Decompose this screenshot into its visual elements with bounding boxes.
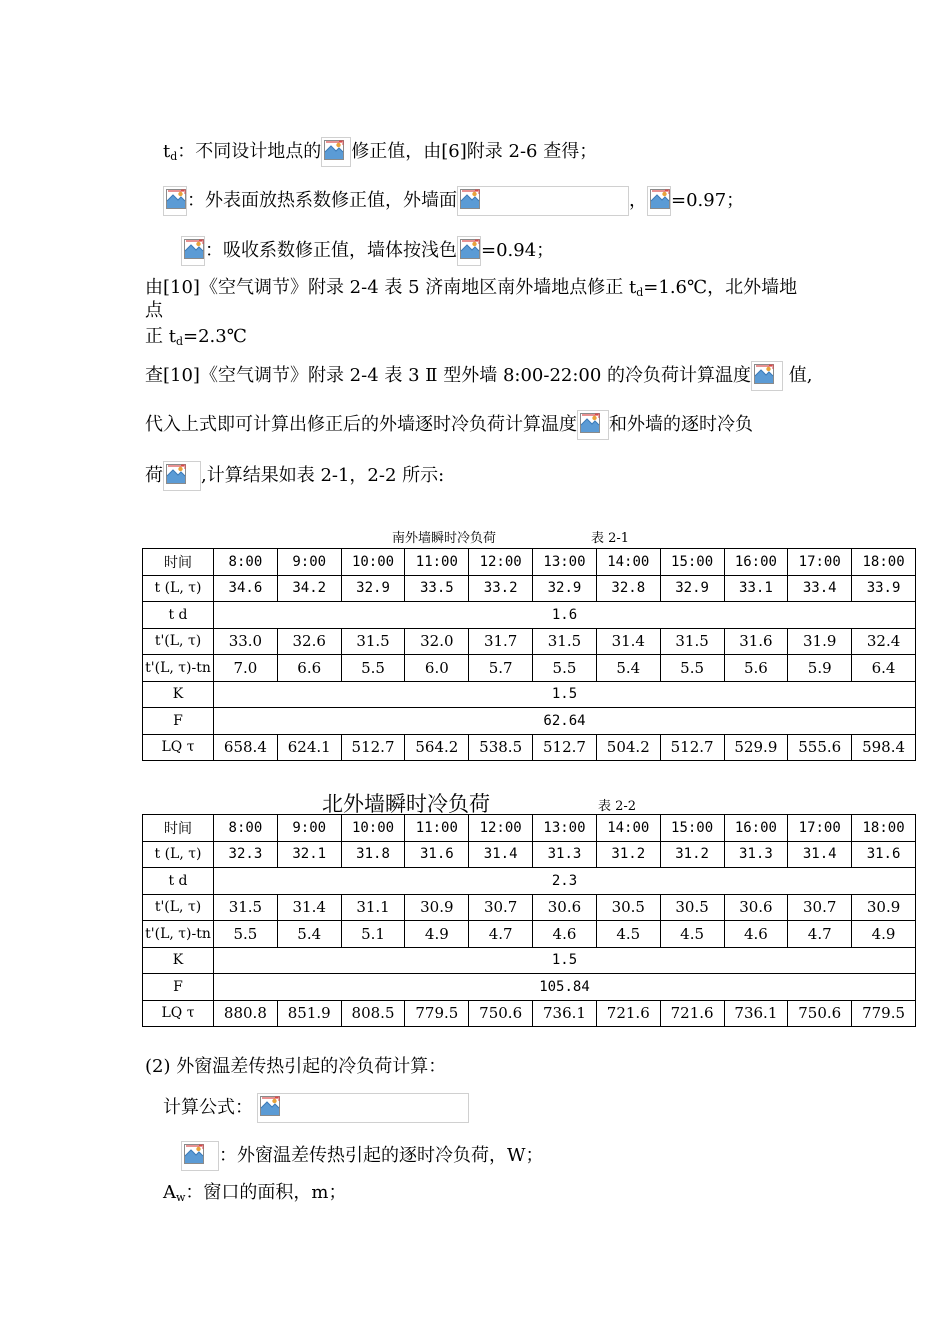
cell: 564.2 — [405, 734, 469, 761]
merged-cell: 1.6 — [214, 602, 916, 629]
cell: 7.0 — [214, 655, 278, 682]
cell: 5.5 — [341, 655, 405, 682]
cell: 31.4 — [277, 894, 341, 921]
table-row — [143, 708, 916, 735]
cell: 5.6 — [724, 655, 788, 682]
broken-image-icon — [321, 137, 351, 167]
cell: 34.6 — [214, 575, 278, 602]
para6-text2: 和外墙的逐时冷负 — [609, 414, 753, 435]
row-label: t (L, τ) — [143, 575, 214, 602]
row-label: t'(L, τ)-tn — [143, 921, 214, 948]
row-label: 时间 — [143, 815, 214, 842]
cell: 31.3 — [533, 841, 597, 868]
row-label: t (L, τ) — [143, 841, 214, 868]
table-row — [143, 628, 916, 655]
cell: 4.6 — [724, 921, 788, 948]
cell: 32.4 — [852, 628, 916, 655]
row-label: K — [143, 947, 214, 974]
cell: 750.6 — [469, 1000, 533, 1027]
para-td-definition — [163, 137, 597, 169]
aw-symbol: A — [163, 1182, 176, 1203]
cell: 4.9 — [852, 921, 916, 948]
row-label: t'(L, τ)-tn — [143, 655, 214, 682]
cell: 32.9 — [660, 575, 724, 602]
header-cell: 15:00 — [660, 549, 724, 576]
row-label: t'(L, τ) — [143, 628, 214, 655]
cell: 512.7 — [341, 734, 405, 761]
cell: 32.1 — [277, 841, 341, 868]
cell: 33.9 — [852, 575, 916, 602]
para4-line3a: 正 t — [145, 326, 176, 347]
header-cell: 17:00 — [788, 549, 852, 576]
header-cell: 13:00 — [533, 815, 597, 842]
row-label: K — [143, 681, 214, 708]
cell: 31.4 — [788, 841, 852, 868]
cell: 4.7 — [788, 921, 852, 948]
para-formula — [163, 1093, 469, 1123]
cell: 736.1 — [724, 1000, 788, 1027]
table1-label: 表 2-1 — [591, 531, 630, 546]
cell: 31.5 — [660, 628, 724, 655]
cell: 31.4 — [596, 628, 660, 655]
para2-text1: ：外表面放热系数修正值，外墙面 — [187, 190, 457, 211]
south-wall-cooling-load-table — [142, 548, 916, 761]
cell: 4.9 — [405, 921, 469, 948]
aw-subscript: w — [176, 1191, 186, 1204]
para2-text2: ， — [629, 190, 647, 211]
cell: 32.6 — [277, 628, 341, 655]
td-symbol: t — [163, 141, 171, 162]
table-row — [143, 655, 916, 682]
cell: 504.2 — [596, 734, 660, 761]
cell: 5.5 — [660, 655, 724, 682]
cell: 30.6 — [533, 894, 597, 921]
cell: 30.5 — [660, 894, 724, 921]
cell: 4.5 — [596, 921, 660, 948]
table-row — [143, 841, 916, 868]
cell: 5.4 — [596, 655, 660, 682]
broken-image-icon — [163, 461, 201, 491]
cell: 31.6 — [852, 841, 916, 868]
cell: 31.6 — [724, 628, 788, 655]
para4-line1sub: d — [636, 286, 644, 299]
cell: 33.4 — [788, 575, 852, 602]
broken-image-icon — [457, 186, 629, 216]
cell: 851.9 — [277, 1000, 341, 1027]
header-cell: 17:00 — [788, 815, 852, 842]
cell: 4.6 — [533, 921, 597, 948]
broken-image-icon — [181, 236, 205, 266]
cell: 6.4 — [852, 655, 916, 682]
cell: 31.2 — [660, 841, 724, 868]
table-row — [143, 894, 916, 921]
para2-text3: =0.97； — [671, 190, 745, 211]
header-cell: 8:00 — [214, 549, 278, 576]
para-site-correction-line2: 点 — [145, 300, 163, 321]
cell: 736.1 — [533, 1000, 597, 1027]
header-cell: 9:00 — [277, 549, 341, 576]
header-cell: 12:00 — [469, 549, 533, 576]
header-cell: 12:00 — [469, 815, 533, 842]
para5-text2: 值, — [783, 365, 813, 386]
table-row — [143, 947, 916, 974]
para-site-correction-line3 — [145, 325, 247, 354]
cell: 5.7 — [469, 655, 533, 682]
table2-title: 北外墙瞬时冷负荷 — [322, 792, 490, 816]
cell: 4.5 — [660, 921, 724, 948]
header-cell: 18:00 — [852, 549, 916, 576]
broken-image-icon — [751, 361, 783, 391]
cell: 779.5 — [405, 1000, 469, 1027]
cell: 750.6 — [788, 1000, 852, 1027]
cell: 598.4 — [852, 734, 916, 761]
table-row — [143, 1000, 916, 1027]
table-row — [143, 602, 916, 629]
cell: 721.6 — [660, 1000, 724, 1027]
header-cell: 18:00 — [852, 815, 916, 842]
cell: 512.7 — [533, 734, 597, 761]
para4-line3b: =2.3℃ — [183, 326, 247, 347]
cell: 30.6 — [724, 894, 788, 921]
header-cell: 9:00 — [277, 815, 341, 842]
para7-text2: ,计算结果如表 2-1，2-2 所示: — [201, 465, 445, 486]
merged-cell: 105.84 — [214, 974, 916, 1001]
cell: 31.6 — [405, 841, 469, 868]
cell: 5.5 — [533, 655, 597, 682]
para-alpha-correction — [163, 186, 744, 216]
cell: 33.2 — [469, 575, 533, 602]
row-label: LQ τ — [143, 1000, 214, 1027]
cell: 30.7 — [469, 894, 533, 921]
cell: 721.6 — [596, 1000, 660, 1027]
cell: 31.5 — [533, 628, 597, 655]
row-label: t d — [143, 868, 214, 895]
cell: 31.2 — [596, 841, 660, 868]
cell: 658.4 — [214, 734, 278, 761]
cell: 4.7 — [469, 921, 533, 948]
row-label: F — [143, 974, 214, 1001]
header-cell: 11:00 — [405, 815, 469, 842]
para9-text: 计算公式： — [163, 1097, 253, 1118]
table-row — [143, 868, 916, 895]
cell: 34.2 — [277, 575, 341, 602]
cell: 5.4 — [277, 921, 341, 948]
para-results — [145, 461, 444, 491]
header-cell: 10:00 — [341, 549, 405, 576]
merged-cell: 1.5 — [214, 947, 916, 974]
para3-text1: ：吸收系数修正值，墙体按浅色 — [205, 240, 457, 261]
para5-text1: 查[10]《空气调节》附录 2-4 表 3 Ⅱ 型外墙 8:00-22:00 的冷负荷计算温度 — [145, 365, 752, 386]
cell: 32.0 — [405, 628, 469, 655]
para3-text2: =0.94； — [481, 240, 555, 261]
para4-line1b: =1.6℃，北外墙地 — [643, 277, 798, 298]
cell: 5.1 — [341, 921, 405, 948]
header-cell: 8:00 — [214, 815, 278, 842]
cell: 31.5 — [341, 628, 405, 655]
cell: 32.9 — [341, 575, 405, 602]
cell: 538.5 — [469, 734, 533, 761]
broken-image-icon — [647, 186, 671, 216]
header-cell: 16:00 — [724, 549, 788, 576]
header-cell: 14:00 — [596, 815, 660, 842]
para7-text1: 荷 — [145, 465, 163, 486]
merged-cell: 2.3 — [214, 868, 916, 895]
para4-line1a: 由[10]《空气调节》附录 2-4 表 5 济南地区南外墙地点修正 t — [145, 277, 637, 298]
cell: 529.9 — [724, 734, 788, 761]
header-cell: 13:00 — [533, 549, 597, 576]
table-row — [143, 734, 916, 761]
row-label: LQ τ — [143, 734, 214, 761]
para-site-correction-line1 — [145, 276, 797, 305]
cell: 880.8 — [214, 1000, 278, 1027]
broken-image-icon — [163, 186, 187, 216]
row-label: F — [143, 708, 214, 735]
table-row — [143, 815, 916, 842]
merged-cell: 62.64 — [214, 708, 916, 735]
para10-text: ：外窗温差传热引起的逐时冷负荷，W； — [219, 1145, 544, 1166]
table-row — [143, 575, 916, 602]
header-cell: 10:00 — [341, 815, 405, 842]
header-cell: 16:00 — [724, 815, 788, 842]
merged-cell: 1.5 — [214, 681, 916, 708]
td-subscript: d — [170, 150, 178, 163]
cell: 31.9 — [788, 628, 852, 655]
cell: 6.0 — [405, 655, 469, 682]
para6-text1: 代入上式即可计算出修正后的外墙逐时冷负荷计算温度 — [145, 414, 577, 435]
para1-text1: ：不同设计地点的 — [177, 141, 322, 162]
table2-label: 表 2-2 — [598, 799, 637, 814]
cell: 5.9 — [788, 655, 852, 682]
cell: 32.8 — [596, 575, 660, 602]
broken-image-icon — [457, 236, 481, 266]
para-window-area — [163, 1181, 347, 1210]
cell: 31.8 — [341, 841, 405, 868]
para-absorption-correction — [181, 236, 554, 266]
cell: 555.6 — [788, 734, 852, 761]
table-row — [143, 974, 916, 1001]
cell: 808.5 — [341, 1000, 405, 1027]
para1-text2: 修正值，由[6]附录 2-6 查得； — [351, 141, 598, 162]
table1-title: 南外墙瞬时冷负荷 — [392, 531, 497, 546]
row-label: t'(L, τ) — [143, 894, 214, 921]
cell: 512.7 — [660, 734, 724, 761]
table-row — [143, 681, 916, 708]
cell: 31.5 — [214, 894, 278, 921]
cell: 32.3 — [214, 841, 278, 868]
header-cell: 15:00 — [660, 815, 724, 842]
cell: 32.9 — [533, 575, 597, 602]
cell: 30.9 — [405, 894, 469, 921]
table-row — [143, 921, 916, 948]
table-row — [143, 549, 916, 576]
section-window-heading: (2) 外窗温差传热引起的冷负荷计算： — [145, 1056, 447, 1077]
cell: 5.5 — [214, 921, 278, 948]
cell: 31.4 — [469, 841, 533, 868]
broken-image-icon — [577, 410, 609, 440]
cell: 779.5 — [852, 1000, 916, 1027]
cell: 624.1 — [277, 734, 341, 761]
cell: 30.7 — [788, 894, 852, 921]
broken-image-icon — [257, 1093, 469, 1123]
cell: 30.9 — [852, 894, 916, 921]
cell: 33.0 — [214, 628, 278, 655]
row-label: 时间 — [143, 549, 214, 576]
para-substitute — [145, 410, 753, 440]
row-label: t d — [143, 602, 214, 629]
para4-line3sub: d — [175, 335, 184, 348]
broken-image-icon — [181, 1141, 219, 1171]
para11-text: ：窗口的面积，m； — [185, 1182, 347, 1203]
cell: 33.1 — [724, 575, 788, 602]
header-cell: 14:00 — [596, 549, 660, 576]
cell: 6.6 — [277, 655, 341, 682]
para-lookup-temperature — [145, 361, 813, 391]
cell: 31.3 — [724, 841, 788, 868]
cell: 31.7 — [469, 628, 533, 655]
cell: 30.5 — [596, 894, 660, 921]
header-cell: 11:00 — [405, 549, 469, 576]
para-window-load — [181, 1141, 544, 1171]
north-wall-cooling-load-table — [142, 814, 916, 1027]
cell: 33.5 — [405, 575, 469, 602]
cell: 31.1 — [341, 894, 405, 921]
